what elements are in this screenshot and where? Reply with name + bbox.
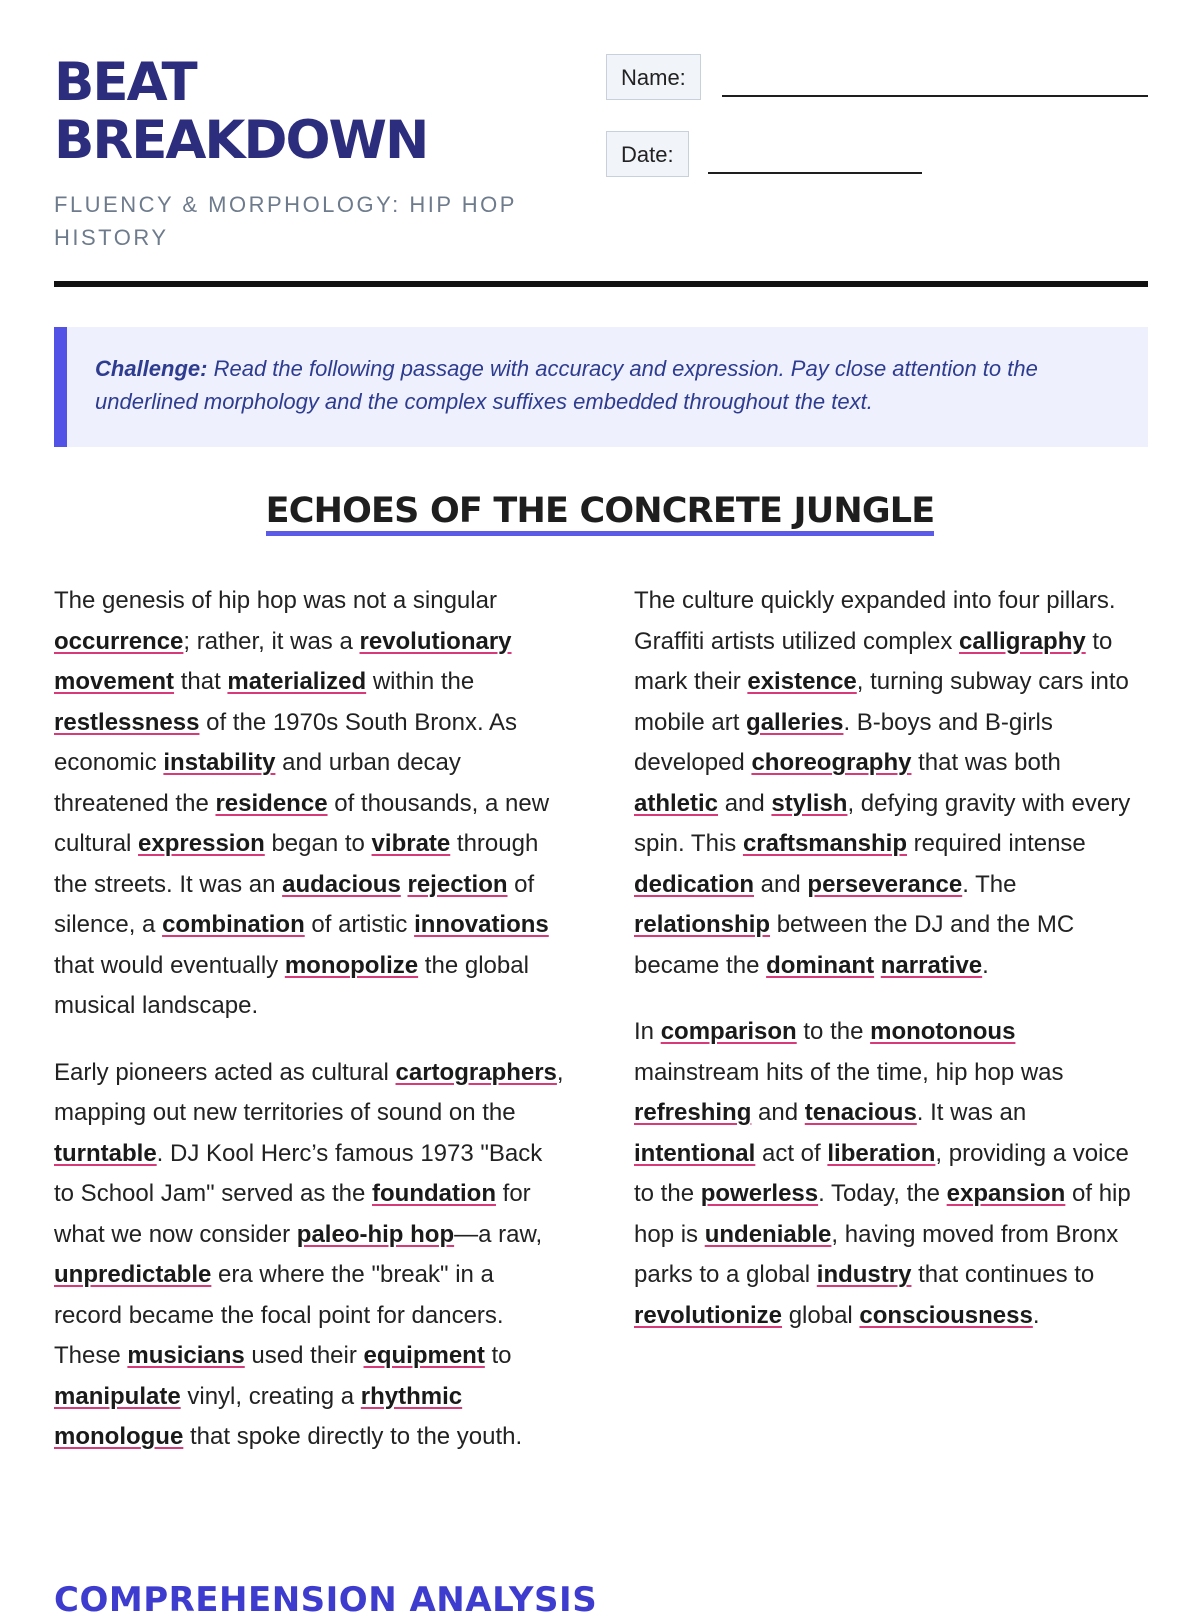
passage-paragraph-2 [54, 1053, 564, 1458]
morphology-word: undeniable [704, 1220, 832, 1248]
morphology-word: cartographers [395, 1058, 557, 1086]
passage-column-left [54, 581, 564, 1484]
morphology-word: restlessness [54, 708, 200, 736]
passage-text: the global musical landscape. [54, 951, 529, 1019]
passage-text: of thousands, a new cultural [54, 789, 550, 857]
passage-text: , providing a voice to the [634, 1139, 1129, 1207]
passage-title [0, 488, 1200, 536]
passage-text: act of [755, 1139, 828, 1167]
morphology-word: consciousness [859, 1301, 1033, 1329]
passage-title-text: ECHOES OF THE CONCRETE JUNGLE [266, 492, 935, 536]
passage-text: Early pioneers acted as cultural [54, 1058, 396, 1086]
worksheet-subtitle: FLUENCY & MORPHOLOGY: HIP HOP HISTORY [54, 192, 517, 250]
passage-text: that [174, 668, 228, 695]
passage-text: The culture quickly expanded into four pillars. Graffiti artists utilized complex [634, 587, 1116, 655]
passage-text: of the 1970s South Bronx. As economic [54, 708, 517, 776]
morphology-word: equipment [363, 1342, 485, 1369]
passage-text: . DJ Kool Herc’s famous 1973 "Back to School Jam" served as the [54, 1139, 543, 1207]
morphology-word: vibrate [371, 830, 451, 857]
passage-text: . B-boys and B-girls developed [634, 708, 1053, 776]
morphology-word: calligraphy [959, 627, 1086, 655]
morphology-word: galleries [746, 708, 844, 736]
morphology-word: paleo-hip hop [296, 1220, 455, 1248]
passage-text: The genesis of hip hop was not a singular [54, 587, 497, 614]
passage-text: , turning subway cars into mobile art [634, 668, 1129, 736]
title-line-1: BEAT [54, 52, 196, 113]
morphology-word: dominant [766, 951, 875, 979]
worksheet-title [54, 54, 427, 170]
passage-text: of artistic [304, 911, 415, 938]
passage-text: global [782, 1301, 860, 1329]
passage-text [874, 952, 881, 979]
morphology-word: relationship [634, 911, 771, 938]
passage-text: . The [962, 870, 1017, 898]
date-label: Date: [606, 131, 689, 177]
passage-text: and [754, 870, 808, 898]
passage-text: through the streets. It was an [54, 830, 539, 898]
morphology-word: expression [138, 830, 265, 857]
morphology-word: materialized [227, 668, 367, 695]
header-divider [54, 281, 1148, 287]
passage-paragraph-1 [54, 581, 564, 1027]
passage-text: . Today, the [818, 1180, 947, 1207]
passage-text: required intense [907, 830, 1086, 857]
passage-text: for what we now consider [54, 1180, 531, 1248]
passage-text: that would eventually [54, 951, 285, 979]
morphology-word: perseverance [807, 870, 963, 898]
morphology-word: instability [163, 749, 276, 776]
name-line[interactable] [722, 95, 1148, 97]
morphology-word: craftsmanship [742, 830, 907, 857]
morphology-word: foundation [372, 1180, 496, 1207]
passage-text: and urban decay threatened the [54, 749, 461, 817]
morphology-word: monotonous [870, 1018, 1016, 1045]
comprehension-heading: COMPREHENSION ANALYSIS [54, 1580, 598, 1620]
morphology-word: movement [54, 668, 175, 695]
challenge-callout [54, 327, 1148, 447]
passage-text: within the [366, 668, 475, 695]
passage-text: , having moved from Bronx parks to a global [634, 1220, 1119, 1288]
passage-text: to mark their [634, 627, 1113, 695]
morphology-word: occurrence [54, 627, 184, 655]
passage-text: to the [796, 1018, 871, 1045]
morphology-word: choreography [751, 749, 912, 776]
passage-text: that continues to [911, 1261, 1095, 1288]
passage-text: to [484, 1342, 512, 1369]
morphology-word: athletic [634, 789, 719, 817]
morphology-word: industry [816, 1261, 912, 1288]
passage-text: and [718, 789, 772, 817]
morphology-word: unpredictable [54, 1261, 212, 1288]
passage-text: between the DJ and the MC became the [634, 911, 1075, 979]
morphology-word: dedication [634, 870, 755, 898]
morphology-word: existence [747, 668, 857, 695]
morphology-word: comparison [660, 1018, 797, 1045]
morphology-word: combination [162, 911, 305, 938]
morphology-word: powerless [700, 1180, 819, 1207]
challenge-text: Read the following passage with accuracy and expression. Pay close attention to the underlined morphology and the complex suffixes embedded throughout the text. [95, 356, 1038, 414]
challenge-label: Challenge: [95, 356, 208, 381]
passage-text: mainstream hits of the time, hip hop was [634, 1058, 1064, 1086]
title-line-2: BREAKDOWN [54, 110, 428, 171]
morphology-word: innovations [414, 911, 549, 938]
passage-text: . [982, 951, 989, 979]
morphology-word: turntable [54, 1139, 157, 1167]
passage-text: used their [244, 1342, 364, 1369]
morphology-word: musicians [127, 1342, 245, 1369]
morphology-word: stylish [771, 789, 848, 817]
morphology-word: intentional [634, 1139, 756, 1167]
passage-paragraph-4 [634, 1012, 1144, 1336]
morphology-word: refreshing [634, 1099, 752, 1126]
morphology-word: revolutionize [634, 1301, 783, 1329]
morphology-word: liberation [827, 1139, 936, 1167]
morphology-word: narrative [880, 951, 983, 979]
morphology-word: tenacious [804, 1099, 917, 1126]
passage-text: , mapping out new territories of sound on the [54, 1058, 564, 1126]
passage-text: of hip hop is [634, 1180, 1131, 1248]
passage-paragraph-3 [634, 581, 1144, 986]
passage-text: that was both [911, 749, 1061, 776]
morphology-word: revolutionary [359, 627, 512, 655]
morphology-word: expansion [946, 1180, 1066, 1207]
passage-text: vinyl, creating a [180, 1382, 361, 1410]
passage-text: ; rather, it was a [183, 627, 360, 655]
passage-text: of silence, a [54, 870, 535, 938]
passage-text: —a raw, [454, 1220, 543, 1248]
date-line[interactable] [708, 172, 922, 174]
morphology-word: audacious [282, 870, 401, 898]
passage-text: . [1032, 1301, 1040, 1329]
passage-text: that spoke directly to the youth. [183, 1423, 523, 1450]
passage-text: era where the "break" in a record became the focal point for dancers. These [54, 1261, 504, 1369]
passage-text: began to [264, 830, 372, 857]
passage-text: In [634, 1018, 661, 1045]
passage-text: and [751, 1099, 805, 1126]
passage-column-right [634, 581, 1144, 1362]
passage-text: , defying gravity with every spin. This [634, 789, 1131, 857]
morphology-word: monologue [54, 1423, 184, 1450]
morphology-word: rejection [407, 870, 508, 898]
morphology-word: residence [215, 789, 328, 817]
name-label: Name: [606, 54, 701, 100]
morphology-word: manipulate [54, 1382, 181, 1410]
morphology-word: monopolize [284, 951, 419, 979]
morphology-word: rhythmic [360, 1382, 463, 1410]
passage-text: . It was an [916, 1099, 1027, 1126]
